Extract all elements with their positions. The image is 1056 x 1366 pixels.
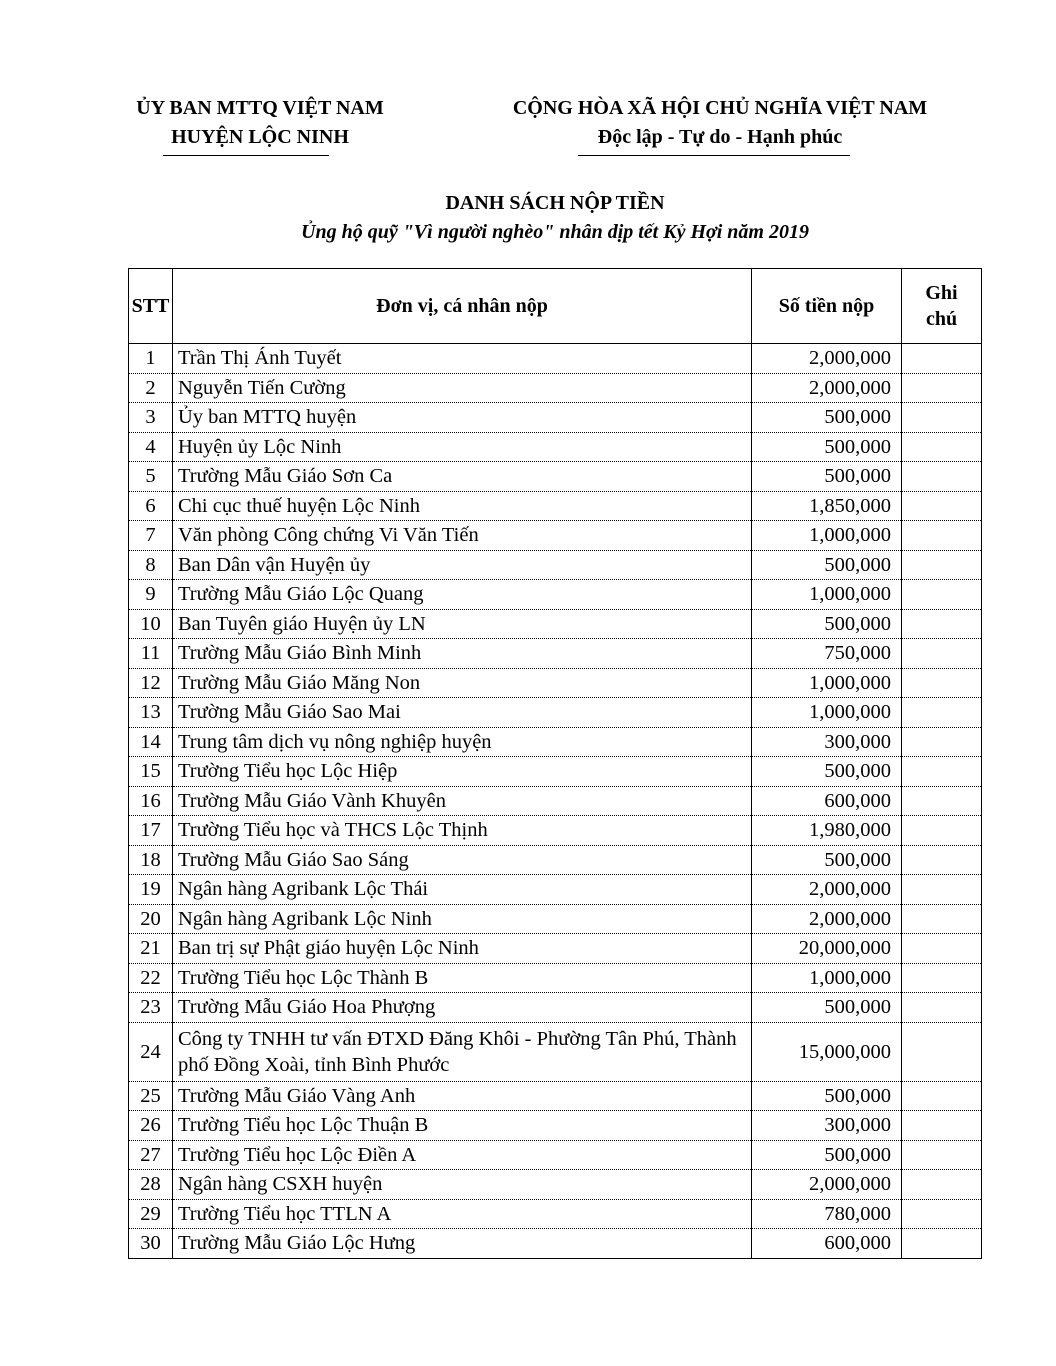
document-subtitle: Ủng hộ quỹ "Vì người nghèo" nhân dịp tết Kỷ Hợi năm 2019 [301,221,809,243]
row-note [902,1229,982,1259]
row-amount: 780,000 [752,1199,902,1229]
row-amount: 500,000 [752,432,902,462]
row-note [902,344,982,374]
row-note [902,1111,982,1141]
row-note [902,1199,982,1229]
row-note [902,1081,982,1111]
row-name: Trường Mẫu Giáo Măng Non [173,668,752,698]
row-amount: 2,000,000 [752,373,902,403]
row-stt: 16 [129,786,173,816]
row-amount: 2,000,000 [752,1170,902,1200]
row-name: Ban Dân vận Huyện ủy [173,550,752,580]
row-amount: 2,000,000 [752,875,902,905]
row-stt: 10 [129,609,173,639]
table-row [129,1140,982,1170]
table-row [129,580,982,610]
row-stt: 13 [129,698,173,728]
row-stt: 30 [129,1229,173,1259]
row-note [902,639,982,669]
row-name: Trường Mẫu Giáo Lộc Hưng [173,1229,752,1259]
row-note [902,1170,982,1200]
row-stt: 28 [129,1170,173,1200]
row-note [902,1140,982,1170]
row-stt: 19 [129,875,173,905]
row-amount: 300,000 [752,1111,902,1141]
table-row [129,845,982,875]
row-name: Trường Tiểu học Lộc Hiệp [173,757,752,787]
row-note [902,845,982,875]
row-name: Trường Mẫu Giáo Sơn Ca [173,462,752,492]
row-note [902,786,982,816]
row-note [902,609,982,639]
row-stt: 22 [129,963,173,993]
row-name: Chi cục thuế huyện Lộc Ninh [173,491,752,521]
table-row [129,786,982,816]
row-note [902,521,982,551]
row-note [902,550,982,580]
row-amount: 1,000,000 [752,698,902,728]
row-stt: 8 [129,550,173,580]
org-name: ỦY BAN MTTQ VIỆT NAM [136,97,384,119]
col-header-stt: STT [129,269,173,344]
row-name: Ban trị sự Phật giáo huyện Lộc Ninh [173,934,752,964]
row-name: Trường Tiểu học và THCS Lộc Thịnh [173,816,752,846]
row-name: Ngân hàng CSXH huyện [173,1170,752,1200]
table-row [129,1199,982,1229]
row-amount: 2,000,000 [752,904,902,934]
row-name: Ngân hàng Agribank Lộc Thái [173,875,752,905]
row-name: Trường Tiểu học Lộc Điền A [173,1140,752,1170]
row-stt: 27 [129,1140,173,1170]
row-amount: 500,000 [752,609,902,639]
row-note [902,757,982,787]
row-amount: 600,000 [752,786,902,816]
row-amount: 1,000,000 [752,963,902,993]
table-row [129,1170,982,1200]
org-district: HUYỆN LỘC NINH [171,126,349,148]
row-name: Trường Mẫu Giáo Sao Sáng [173,845,752,875]
table-row [129,875,982,905]
row-name: Trường Tiểu học Lộc Thành B [173,963,752,993]
national-title: CỘNG HÒA XÃ HỘI CHỦ NGHĨA VIỆT NAM [512,97,928,119]
row-stt: 1 [129,344,173,374]
left-header-underline [163,155,329,156]
table-row [129,462,982,492]
col-header-amount: Số tiền nộp [752,269,902,344]
row-note [902,727,982,757]
row-amount: 15,000,000 [752,1022,902,1081]
donation-table [128,268,982,1259]
row-name: Ngân hàng Agribank Lộc Ninh [173,904,752,934]
row-amount: 1,000,000 [752,580,902,610]
row-name: Ban Tuyên giáo Huyện ủy LN [173,609,752,639]
row-amount: 2,000,000 [752,344,902,374]
row-note [902,875,982,905]
table-row [129,373,982,403]
table-row [129,757,982,787]
table-row [129,491,982,521]
table-row [129,521,982,551]
row-note [902,462,982,492]
document-title: DANH SÁCH NỘP TIỀN [445,192,665,214]
table-row [129,1022,982,1081]
row-note [902,373,982,403]
row-name: Trường Mẫu Giáo Bình Minh [173,639,752,669]
row-name: Văn phòng Công chứng Vi Văn Tiến [173,521,752,551]
row-stt: 26 [129,1111,173,1141]
row-stt: 4 [129,432,173,462]
row-stt: 24 [129,1022,173,1081]
row-stt: 17 [129,816,173,846]
row-stt: 2 [129,373,173,403]
row-stt: 6 [129,491,173,521]
row-stt: 3 [129,403,173,433]
row-note [902,934,982,964]
row-amount: 500,000 [752,462,902,492]
row-amount: 300,000 [752,727,902,757]
table-row [129,668,982,698]
table-row [129,816,982,846]
row-note [902,698,982,728]
table-row [129,609,982,639]
row-stt: 9 [129,580,173,610]
row-amount: 500,000 [752,757,902,787]
table-row [129,1111,982,1141]
row-note [902,963,982,993]
row-name: Trường Mẫu Giáo Vàng Anh [173,1081,752,1111]
row-note [902,904,982,934]
row-stt: 20 [129,904,173,934]
row-stt: 25 [129,1081,173,1111]
table-row [129,963,982,993]
row-name: Ủy ban MTTQ huyện [173,403,752,433]
row-stt: 12 [129,668,173,698]
row-name: Trần Thị Ánh Tuyết [173,344,752,374]
row-name: Trung tâm dịch vụ nông nghiệp huyện [173,727,752,757]
row-amount: 1,850,000 [752,491,902,521]
row-name: Trường Mẫu Giáo Vành Khuyên [173,786,752,816]
row-stt: 7 [129,521,173,551]
table-row [129,904,982,934]
row-amount: 500,000 [752,550,902,580]
row-amount: 500,000 [752,403,902,433]
row-amount: 20,000,000 [752,934,902,964]
row-stt: 11 [129,639,173,669]
table-row [129,934,982,964]
row-note [902,1022,982,1081]
row-name: Trường Tiểu học TTLN A [173,1199,752,1229]
row-name: Trường Tiểu học Lộc Thuận B [173,1111,752,1141]
row-amount: 1,000,000 [752,521,902,551]
table-row [129,403,982,433]
row-stt: 21 [129,934,173,964]
row-amount: 1,980,000 [752,816,902,846]
row-name: Trường Mẫu Giáo Sao Mai [173,698,752,728]
right-header-underline [578,155,850,156]
row-name: Công ty TNHH tư vấn ĐTXD Đăng Khôi - Phường Tân Phú, Thành phố Đồng Xoài, tỉnh Bình Phước [173,1022,752,1081]
table-row [129,639,982,669]
table-row [129,550,982,580]
row-note [902,432,982,462]
national-motto: Độc lập - Tự do - Hạnh phúc [597,126,843,148]
row-stt: 23 [129,993,173,1023]
row-note [902,993,982,1023]
table-row [129,344,982,374]
row-name: Trường Mẫu Giáo Lộc Quang [173,580,752,610]
row-name: Nguyễn Tiến Cường [173,373,752,403]
row-note [902,491,982,521]
row-amount: 500,000 [752,845,902,875]
row-note [902,580,982,610]
row-name: Huyện ủy Lộc Ninh [173,432,752,462]
row-amount: 1,000,000 [752,668,902,698]
table-row [129,727,982,757]
row-amount: 500,000 [752,993,902,1023]
row-note [902,668,982,698]
row-stt: 5 [129,462,173,492]
row-stt: 29 [129,1199,173,1229]
row-amount: 500,000 [752,1140,902,1170]
row-name: Trường Mẫu Giáo Hoa Phượng [173,993,752,1023]
table-row [129,432,982,462]
table-row [129,1229,982,1259]
col-header-name: Đơn vị, cá nhân nộp [173,269,752,344]
row-amount: 500,000 [752,1081,902,1111]
table-header-row [129,269,982,344]
row-stt: 14 [129,727,173,757]
row-stt: 18 [129,845,173,875]
table-row [129,1081,982,1111]
table-row [129,993,982,1023]
col-header-note: Ghi chú [902,269,982,344]
table-row [129,698,982,728]
row-amount: 600,000 [752,1229,902,1259]
row-amount: 750,000 [752,639,902,669]
row-stt: 15 [129,757,173,787]
row-note [902,816,982,846]
row-note [902,403,982,433]
